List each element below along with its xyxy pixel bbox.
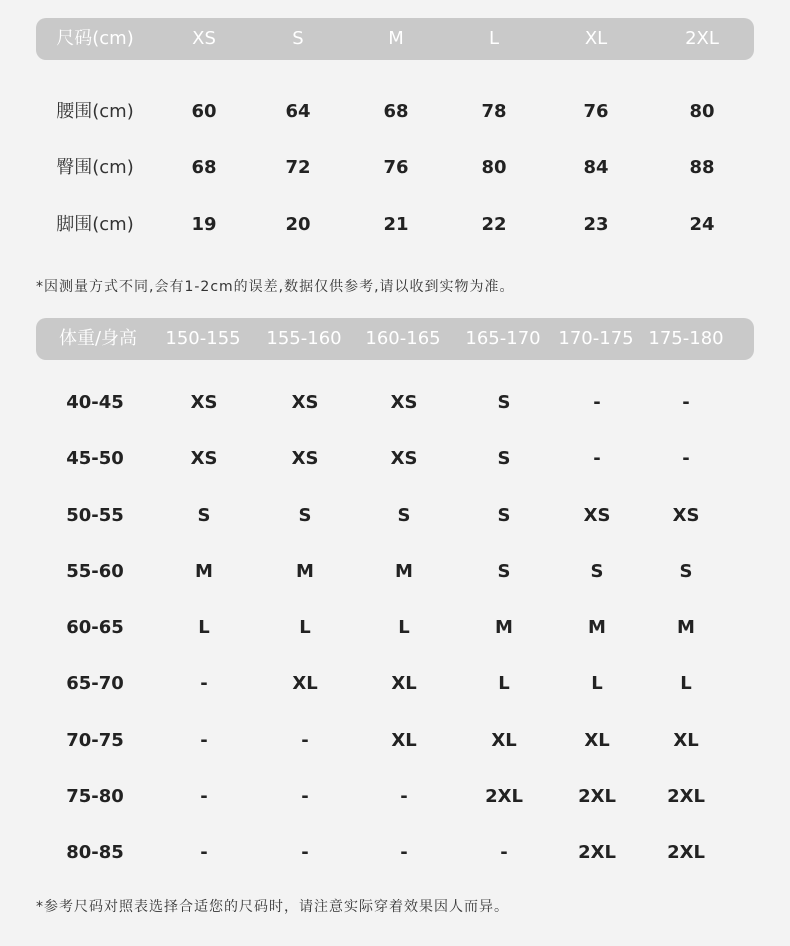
- fit-note: *参考尺码对照表选择合适您的尺码时，请注意实际穿着效果因人而异。: [36, 899, 509, 915]
- table-cell: 76: [383, 157, 409, 178]
- table-cell: S: [497, 505, 511, 526]
- size-header-l: L: [488, 28, 500, 49]
- table-cell: 19: [191, 214, 217, 235]
- table-row: [0, 444, 790, 474]
- table-cell: -: [500, 842, 508, 863]
- table-cell: -: [200, 673, 208, 694]
- row-label-hip: 臀围(cm): [56, 157, 134, 178]
- table-cell: L: [591, 673, 603, 694]
- row-label-waist: 腰围(cm): [56, 101, 134, 122]
- height-header-175-180: 175-180: [648, 328, 724, 349]
- table-cell: S: [298, 505, 312, 526]
- measurement-note: *因测量方式不同,会有1-2cm的误差,数据仅供参考,请以收到实物为准。: [36, 279, 515, 295]
- weight-height-header-label: 体重/身高: [58, 328, 138, 349]
- table-cell: 68: [383, 101, 409, 122]
- table-cell: S: [397, 505, 411, 526]
- weight-label: 70-75: [66, 730, 124, 751]
- height-header-165-170: 165-170: [465, 328, 541, 349]
- table-cell: XS: [672, 505, 700, 526]
- table-cell: 84: [583, 157, 609, 178]
- table-cell: XS: [190, 392, 218, 413]
- weight-label: 45-50: [66, 448, 124, 469]
- table-cell: M: [395, 561, 413, 582]
- table-cell: 2XL: [667, 842, 705, 863]
- table-cell: -: [301, 730, 309, 751]
- height-header-170-175: 170-175: [558, 328, 634, 349]
- table-cell: XL: [673, 730, 699, 751]
- table-cell: S: [590, 561, 604, 582]
- table-cell: 72: [285, 157, 311, 178]
- weight-label: 55-60: [66, 561, 124, 582]
- weight-label: 80-85: [66, 842, 124, 863]
- table-cell: XL: [391, 673, 417, 694]
- table-cell: L: [398, 617, 410, 638]
- size-header-xl: XL: [584, 28, 608, 49]
- table-cell: S: [497, 561, 511, 582]
- height-header-160-165: 160-165: [365, 328, 441, 349]
- weight-height-header-bar: [36, 318, 754, 360]
- table-cell: S: [679, 561, 693, 582]
- size-header-label: 尺码(cm): [56, 28, 134, 49]
- table-cell: -: [400, 786, 408, 807]
- table-row: [0, 838, 790, 868]
- table-row: [0, 669, 790, 699]
- table-cell: 21: [383, 214, 409, 235]
- table-cell: 2XL: [485, 786, 523, 807]
- table-cell: M: [588, 617, 606, 638]
- table-row: [0, 557, 790, 587]
- table-cell: XL: [391, 730, 417, 751]
- table-row: [0, 97, 790, 127]
- weight-label: 75-80: [66, 786, 124, 807]
- size-header-xs: XS: [192, 28, 216, 49]
- table-cell: XS: [390, 448, 418, 469]
- table-cell: L: [299, 617, 311, 638]
- table-cell: -: [593, 448, 601, 469]
- table-cell: 76: [583, 101, 609, 122]
- table-cell: M: [677, 617, 695, 638]
- table-cell: XS: [291, 448, 319, 469]
- table-cell: 64: [285, 101, 311, 122]
- table-cell: -: [200, 842, 208, 863]
- table-cell: -: [301, 842, 309, 863]
- table-cell: M: [296, 561, 314, 582]
- height-header-155-160: 155-160: [266, 328, 342, 349]
- table-cell: -: [682, 448, 690, 469]
- table-cell: 78: [481, 101, 507, 122]
- table-cell: 80: [689, 101, 715, 122]
- table-cell: 68: [191, 157, 217, 178]
- table-cell: -: [400, 842, 408, 863]
- row-label-ankle: 脚围(cm): [56, 214, 134, 235]
- size-header-s: S: [292, 28, 304, 49]
- table-cell: 2XL: [578, 842, 616, 863]
- table-cell: 60: [191, 101, 217, 122]
- table-cell: XS: [190, 448, 218, 469]
- table-row: [0, 726, 790, 756]
- table-cell: -: [200, 730, 208, 751]
- weight-label: 40-45: [66, 392, 124, 413]
- table-cell: 22: [481, 214, 507, 235]
- table-row: [0, 210, 790, 240]
- table-cell: 80: [481, 157, 507, 178]
- table-cell: XL: [292, 673, 318, 694]
- table-cell: S: [497, 448, 511, 469]
- table-row: [0, 388, 790, 418]
- table-cell: S: [197, 505, 211, 526]
- weight-label: 65-70: [66, 673, 124, 694]
- table-cell: L: [498, 673, 510, 694]
- table-cell: L: [680, 673, 692, 694]
- table-cell: 2XL: [667, 786, 705, 807]
- table-cell: XS: [291, 392, 319, 413]
- table-cell: 20: [285, 214, 311, 235]
- table-row: [0, 153, 790, 183]
- table-row: [0, 782, 790, 812]
- size-header-bar: [36, 18, 754, 60]
- table-cell: XS: [390, 392, 418, 413]
- table-cell: 2XL: [578, 786, 616, 807]
- table-cell: XL: [584, 730, 610, 751]
- table-row: [0, 613, 790, 643]
- table-cell: 23: [583, 214, 609, 235]
- table-cell: -: [682, 392, 690, 413]
- table-cell: S: [497, 392, 511, 413]
- size-header-m: M: [388, 28, 404, 49]
- table-cell: M: [495, 617, 513, 638]
- weight-label: 60-65: [66, 617, 124, 638]
- weight-label: 50-55: [66, 505, 124, 526]
- table-cell: -: [301, 786, 309, 807]
- table-cell: XS: [583, 505, 611, 526]
- table-row: [0, 501, 790, 531]
- table-cell: M: [195, 561, 213, 582]
- table-cell: -: [200, 786, 208, 807]
- height-header-150-155: 150-155: [165, 328, 241, 349]
- table-cell: 24: [689, 214, 715, 235]
- size-header-2xl: 2XL: [685, 28, 719, 49]
- table-cell: XL: [491, 730, 517, 751]
- table-cell: 88: [689, 157, 715, 178]
- table-cell: L: [198, 617, 210, 638]
- table-cell: -: [593, 392, 601, 413]
